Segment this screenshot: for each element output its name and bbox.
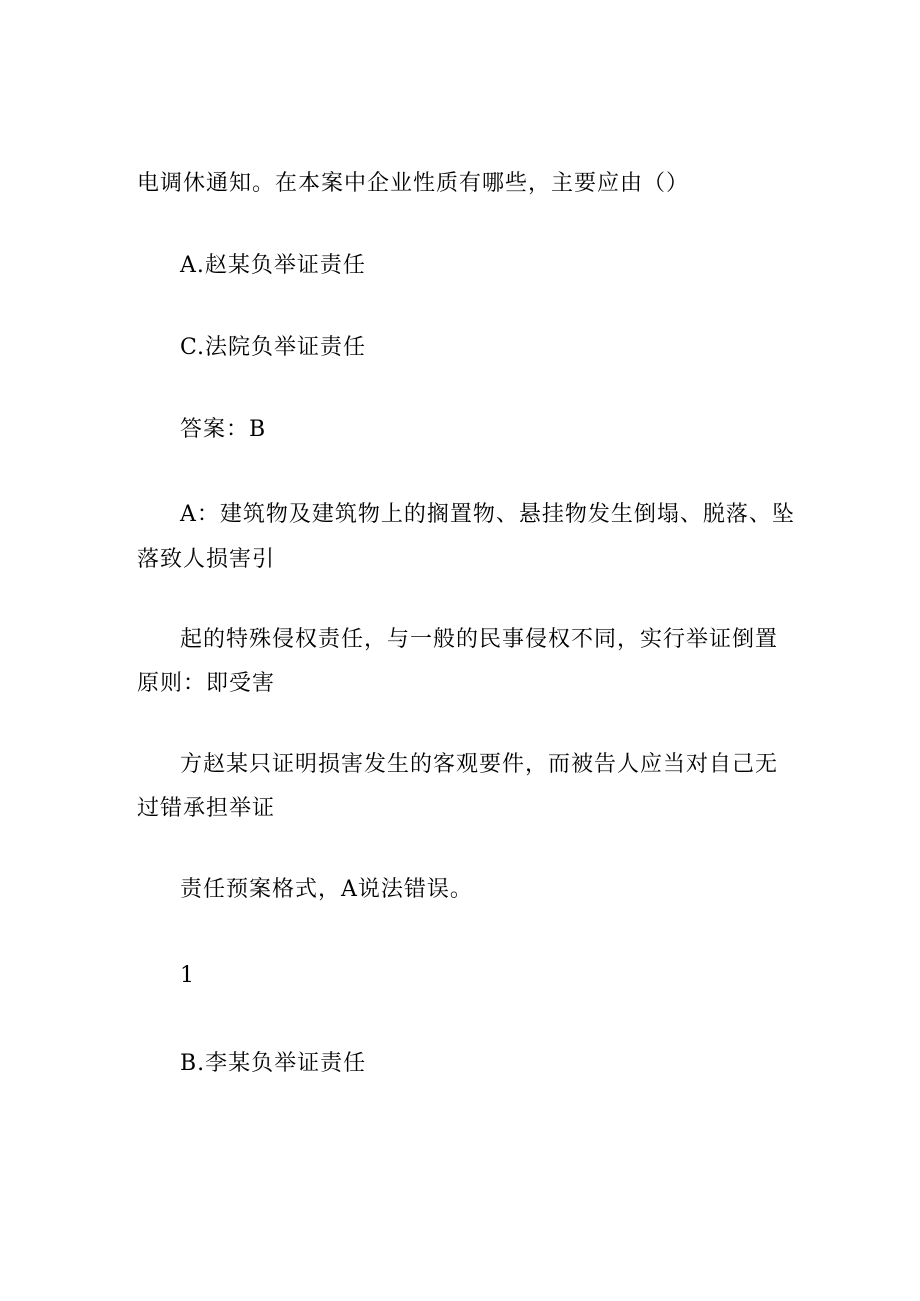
question-text: 电调休通知。在本案中企业性质有哪些，主要应由（） <box>137 171 690 196</box>
explanation-line-2a: 起的特殊侵权责任，与一般的民事侵权不同，实行举证倒置 <box>180 627 779 652</box>
explanation-line-3b: 过错承担举证 <box>137 796 276 821</box>
option-c: C.法院负举证责任 <box>180 335 367 360</box>
explanation-line-1a: A：建筑物及建筑物上的搁置物、悬挂物发生倒塌、脱落、坠 <box>180 502 795 527</box>
option-b: B.李某负举证责任 <box>180 1051 367 1076</box>
explanation-line-1b: 落致人损害引 <box>137 547 276 572</box>
answer-label: 答案：B <box>180 417 267 442</box>
explanation-line-2b: 原则：即受害 <box>137 671 276 696</box>
explanation-line-4: 责任预案格式，A说法错误。 <box>180 877 473 902</box>
option-a: A.赵某负举证责任 <box>180 253 366 278</box>
explanation-line-3a: 方赵某只证明损害发生的客观要件，而被告人应当对自己无 <box>180 752 779 777</box>
page-number: 1 <box>180 963 195 988</box>
